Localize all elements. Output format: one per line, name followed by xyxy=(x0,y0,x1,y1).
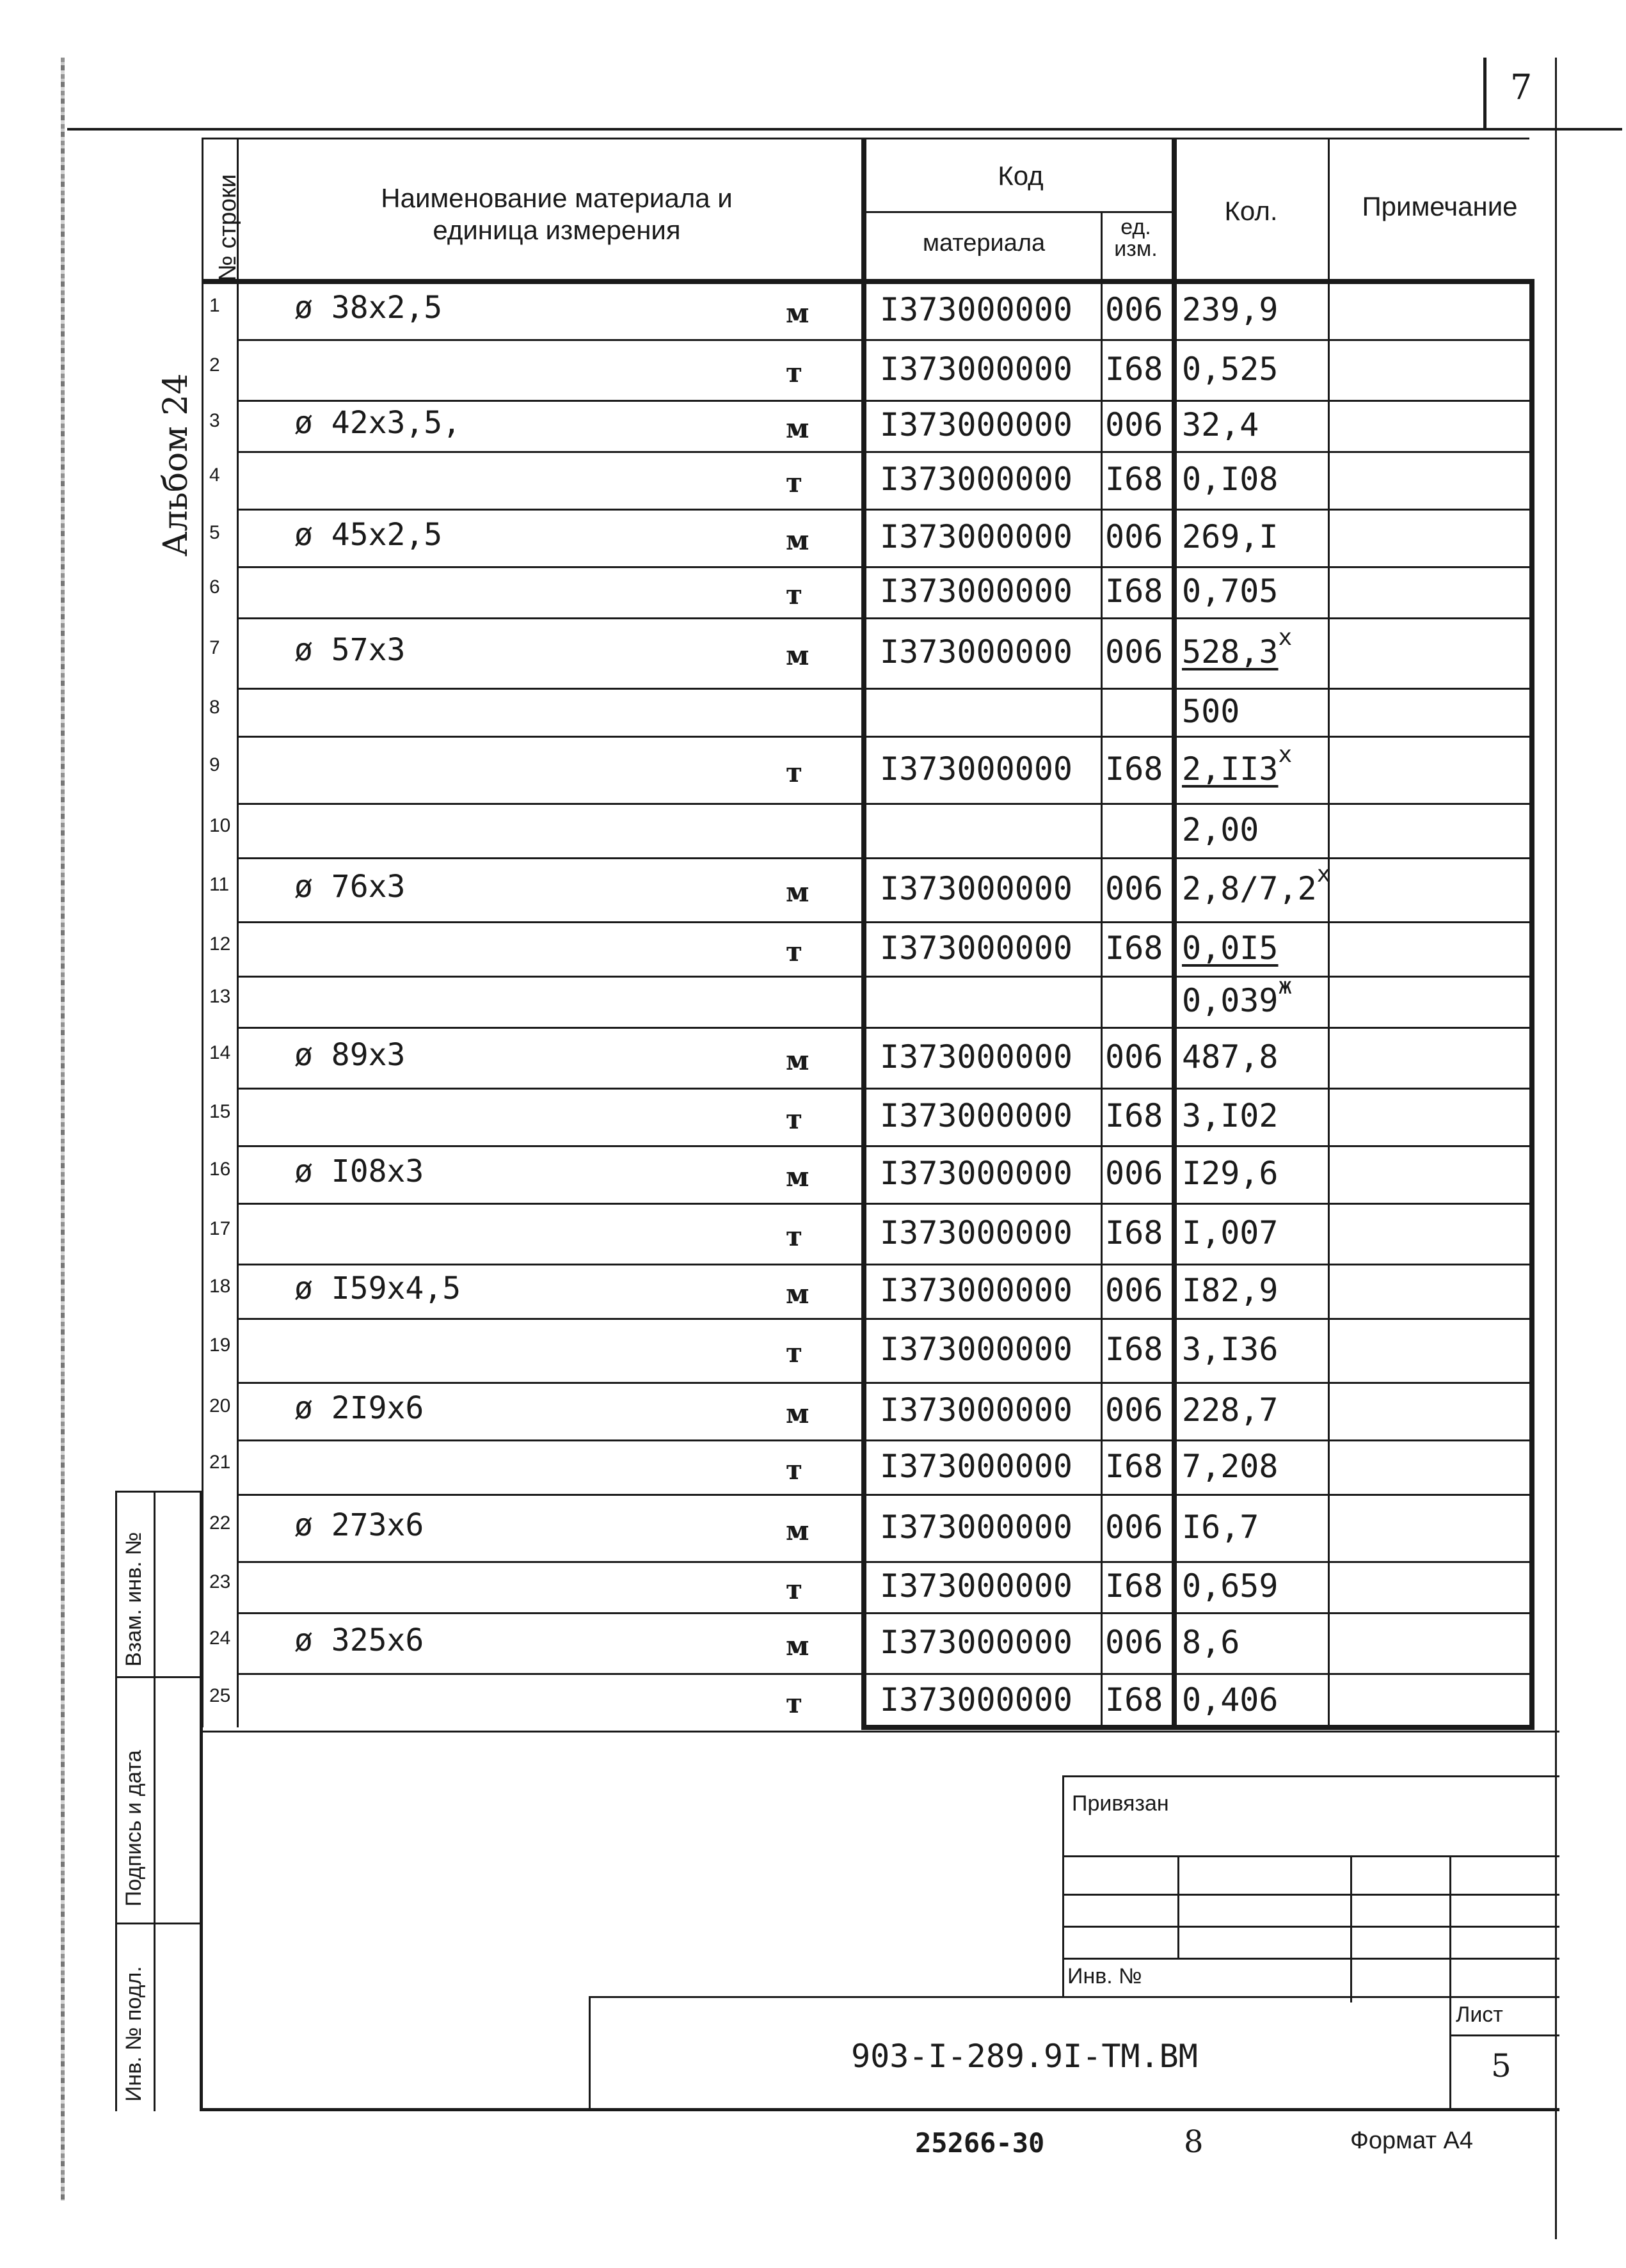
material-name: ø 325x6 xyxy=(294,1622,424,1658)
row-number: 8 xyxy=(209,696,220,718)
row-number: 4 xyxy=(209,464,220,486)
unit-code: I68 xyxy=(1105,1097,1163,1134)
material-code: I373000000 xyxy=(880,406,1073,443)
row-number: 1 xyxy=(209,295,220,316)
row-number: 18 xyxy=(209,1275,231,1297)
unit-label: т xyxy=(786,1220,803,1252)
unit-code: I68 xyxy=(1105,1331,1163,1368)
material-name: ø 89x3 xyxy=(294,1036,406,1073)
copy-number: 8 xyxy=(1184,2124,1204,2160)
quantity-cell xyxy=(1182,1272,1279,1309)
title-line xyxy=(1449,2034,1559,2036)
material-name: ø 45x2,5 xyxy=(294,517,443,553)
title-line xyxy=(1062,1926,1559,1928)
unit-label: т xyxy=(786,1687,803,1719)
unit-label: т xyxy=(786,756,803,788)
unit-label: м xyxy=(786,1514,809,1546)
unit-label: м xyxy=(786,1161,809,1193)
quantity-value: 0,039 xyxy=(1182,982,1279,1019)
scan-edge xyxy=(61,58,65,2201)
frame-top-line xyxy=(67,128,1622,131)
quantity-cell xyxy=(1182,1038,1279,1075)
unit-code: 006 xyxy=(1105,870,1163,907)
row-line xyxy=(237,1027,1529,1029)
unit-code: 006 xyxy=(1105,1392,1163,1429)
quantity-value: 239,9 xyxy=(1182,291,1279,328)
row-number: 5 xyxy=(209,522,220,543)
unit-label: т xyxy=(786,1104,803,1135)
row-line xyxy=(237,617,1529,619)
quantity-cell xyxy=(1182,1331,1279,1368)
col-line-code xyxy=(861,138,866,1727)
row-line xyxy=(237,736,1529,738)
col-line-right xyxy=(1529,279,1534,1727)
unit-code: 006 xyxy=(1105,1155,1163,1192)
album-label: Альбом 24 xyxy=(157,373,195,557)
unit-label: м xyxy=(786,413,809,444)
material-code: I373000000 xyxy=(880,870,1073,907)
quantity-value: 0,406 xyxy=(1182,1681,1279,1718)
unit-label: м xyxy=(786,1044,809,1076)
row-line xyxy=(237,1561,1529,1563)
quantity-value: I6,7 xyxy=(1182,1508,1259,1546)
quantity-value: 228,7 xyxy=(1182,1392,1279,1429)
unit-code: I68 xyxy=(1105,1681,1163,1718)
title-line xyxy=(1062,1894,1559,1896)
unit-code: 006 xyxy=(1105,633,1163,670)
material-code: I373000000 xyxy=(880,291,1073,328)
row-number: 12 xyxy=(209,933,231,955)
unit-label: м xyxy=(786,640,809,671)
header-code-material: материала xyxy=(922,230,1046,257)
unit-code: 006 xyxy=(1105,406,1163,443)
quantity-mark: x xyxy=(1316,861,1331,887)
row-line xyxy=(237,1145,1529,1147)
material-code: I373000000 xyxy=(880,461,1073,498)
unit-label: м xyxy=(786,876,809,908)
quantity-value: 0,705 xyxy=(1182,573,1279,610)
row-line xyxy=(237,451,1529,453)
quantity-value: 269,I xyxy=(1182,518,1279,555)
row-number: 24 xyxy=(209,1627,231,1649)
header-code-unit: ед. изм. xyxy=(1114,215,1158,261)
row-line xyxy=(237,1382,1529,1384)
material-code: I373000000 xyxy=(880,1038,1073,1075)
unit-label: т xyxy=(786,935,803,967)
row-number: 19 xyxy=(209,1335,231,1356)
row-line xyxy=(237,688,1529,690)
row-line xyxy=(237,1494,1529,1496)
material-code: I373000000 xyxy=(880,1097,1073,1134)
row-number: 13 xyxy=(209,986,231,1007)
unit-label: м xyxy=(786,1398,809,1429)
quantity-value: 0,I08 xyxy=(1182,461,1279,498)
row-number: 23 xyxy=(209,1571,231,1592)
archive-number: 25266-30 xyxy=(915,2127,1045,2159)
stamp-line xyxy=(200,1491,203,2111)
row-line xyxy=(237,857,1529,859)
frame-right-line xyxy=(1555,58,1557,2239)
row-number: 17 xyxy=(209,1217,231,1239)
quantity-cell xyxy=(1182,1097,1279,1134)
row-line xyxy=(237,1439,1529,1441)
unit-label: т xyxy=(786,579,803,610)
quantity-cell xyxy=(1182,1392,1279,1429)
material-code: I373000000 xyxy=(880,350,1073,388)
quantity-cell xyxy=(1182,741,1293,788)
title-line xyxy=(1062,1855,1559,1857)
unit-code: 006 xyxy=(1105,518,1163,555)
title-line xyxy=(1062,1775,1064,1996)
material-name: ø I59x4,5 xyxy=(294,1270,461,1306)
quantity-value: 3,I02 xyxy=(1182,1097,1279,1134)
title-line xyxy=(1449,1855,1451,2111)
privyazan-label: Привязан xyxy=(1072,1791,1169,1816)
row-number: 22 xyxy=(209,1512,231,1534)
material-name: ø 42x3,5, xyxy=(294,405,461,441)
table-bottom xyxy=(861,1725,1534,1730)
sheet-label: Лист xyxy=(1456,2002,1503,2027)
unit-code: I68 xyxy=(1105,1214,1163,1251)
unit-code: I68 xyxy=(1105,573,1163,610)
quantity-cell xyxy=(1182,693,1239,730)
stamp-line xyxy=(115,1491,117,2111)
row-line xyxy=(237,1088,1529,1090)
row-line xyxy=(237,1203,1529,1205)
header-note: Примечание xyxy=(1362,191,1518,221)
format-label: Формат А4 xyxy=(1350,2127,1474,2154)
row-line xyxy=(237,921,1529,923)
row-number: 3 xyxy=(209,410,220,431)
title-bottom-line xyxy=(200,2108,1559,2111)
quantity-value: 32,4 xyxy=(1182,406,1259,443)
inv-no-label: Инв. № xyxy=(1067,1964,1142,1988)
quantity-mark: ж xyxy=(1278,973,1293,999)
quantity-cell xyxy=(1182,1448,1279,1485)
quantity-value: 2,II3 xyxy=(1182,750,1279,788)
col-line-note xyxy=(1328,138,1330,1727)
row-line xyxy=(237,509,1529,511)
unit-code: I68 xyxy=(1105,461,1163,498)
quantity-cell xyxy=(1182,1509,1259,1546)
title-line xyxy=(589,1996,1559,1998)
unit-code: 006 xyxy=(1105,1623,1163,1661)
row-number: 21 xyxy=(209,1451,231,1473)
row-number: 7 xyxy=(209,637,220,658)
material-code: I373000000 xyxy=(880,1155,1073,1192)
quantity-value: I82,9 xyxy=(1182,1271,1279,1309)
material-code: I373000000 xyxy=(880,929,1073,967)
col-line-qty xyxy=(1172,138,1177,1727)
stamp-line xyxy=(115,1923,202,1924)
unit-label: м xyxy=(786,1278,809,1310)
col-line-num xyxy=(237,138,239,1727)
page-number-divider xyxy=(1483,58,1487,129)
quantity-cell xyxy=(1182,1681,1279,1718)
unit-label: м xyxy=(786,525,809,556)
quantity-cell xyxy=(1182,461,1279,498)
quantity-value: 3,I36 xyxy=(1182,1331,1279,1368)
table-header-bottom xyxy=(202,279,1534,284)
unit-code: I68 xyxy=(1105,1447,1163,1485)
header-row-number: № строки xyxy=(214,174,241,282)
sheet-number: 5 xyxy=(1491,2047,1511,2084)
material-code: I373000000 xyxy=(880,1271,1073,1309)
material-code: I373000000 xyxy=(880,1214,1073,1251)
quantity-mark: x xyxy=(1278,624,1293,651)
header-code-group: Код xyxy=(998,161,1044,191)
quantity-value: I,007 xyxy=(1182,1214,1279,1251)
quantity-cell xyxy=(1182,573,1279,610)
title-line xyxy=(1062,1775,1559,1777)
row-line xyxy=(237,976,1529,978)
material-code: I373000000 xyxy=(880,633,1073,670)
col-line-left xyxy=(202,138,203,1727)
unit-label: м xyxy=(786,1630,809,1661)
unit-code: 006 xyxy=(1105,1508,1163,1546)
row-line xyxy=(237,1612,1529,1614)
material-name: ø 38x2,5 xyxy=(294,290,443,326)
unit-code: I68 xyxy=(1105,750,1163,788)
quantity-value: 8,6 xyxy=(1182,1623,1240,1661)
quantity-cell xyxy=(1182,811,1259,848)
quantity-cell xyxy=(1182,1155,1279,1192)
quantity-value: 500 xyxy=(1182,692,1240,730)
row-number: 9 xyxy=(209,754,220,775)
stamp-podpis: Подпись и дата xyxy=(122,1750,146,1907)
material-name: ø 76x3 xyxy=(294,869,406,905)
quantity-cell xyxy=(1182,930,1279,967)
material-code: I373000000 xyxy=(880,1623,1073,1661)
row-line xyxy=(237,803,1529,805)
stamp-line xyxy=(115,1676,202,1678)
quantity-value: 7,208 xyxy=(1182,1447,1279,1485)
title-line xyxy=(589,1996,591,2111)
unit-label: т xyxy=(786,356,803,388)
row-line xyxy=(237,1673,1529,1675)
quantity-cell xyxy=(1182,624,1293,670)
material-code: I373000000 xyxy=(880,518,1073,555)
code-split-line xyxy=(864,211,1174,213)
row-number: 11 xyxy=(209,874,230,895)
page-number: 7 xyxy=(1510,67,1533,107)
row-number: 16 xyxy=(209,1159,231,1180)
quantity-value: 2,8/7,2 xyxy=(1182,870,1317,907)
quantity-value: I29,6 xyxy=(1182,1155,1279,1192)
row-number: 25 xyxy=(209,1685,231,1706)
quantity-mark: x xyxy=(1278,741,1293,768)
title-line xyxy=(1350,1855,1352,2002)
material-name: ø I08x3 xyxy=(294,1154,424,1189)
unit-code: I68 xyxy=(1105,929,1163,967)
quantity-value: 0,525 xyxy=(1182,350,1279,388)
row-line xyxy=(237,339,1529,341)
material-code: I373000000 xyxy=(880,1447,1073,1485)
quantity-value: 487,8 xyxy=(1182,1038,1279,1075)
unit-label: т xyxy=(786,1337,803,1368)
header-material-name: Наименование материала и единица измерения xyxy=(381,183,733,246)
row-line xyxy=(237,400,1529,402)
stamp-line xyxy=(154,1491,155,2111)
row-number: 14 xyxy=(209,1042,231,1063)
material-code: I373000000 xyxy=(880,1331,1073,1368)
quantity-cell xyxy=(1182,973,1293,1019)
title-line xyxy=(1062,1958,1559,1960)
material-code: I373000000 xyxy=(880,573,1073,610)
stamp-inv-podl: Инв. № подл. xyxy=(122,1966,146,2102)
title-line xyxy=(1177,1855,1179,1958)
header-qty: Кол. xyxy=(1224,196,1278,226)
material-name: ø 273x6 xyxy=(294,1507,424,1543)
title-line xyxy=(200,1731,1559,1733)
quantity-value: 0,0I5 xyxy=(1182,929,1279,967)
col-line-ed xyxy=(1101,211,1103,1727)
unit-code: I68 xyxy=(1105,1567,1163,1605)
row-number: 10 xyxy=(209,814,231,836)
unit-code: 006 xyxy=(1105,291,1163,328)
unit-label: м xyxy=(786,297,809,329)
quantity-cell xyxy=(1182,351,1279,388)
material-code: I373000000 xyxy=(880,1681,1073,1718)
row-number: 2 xyxy=(209,354,220,376)
row-line xyxy=(237,566,1529,568)
row-number: 6 xyxy=(209,576,220,598)
unit-code: 006 xyxy=(1105,1271,1163,1309)
quantity-value: 528,3 xyxy=(1182,633,1279,670)
unit-code: I68 xyxy=(1105,350,1163,388)
material-name: ø 57x3 xyxy=(294,632,406,668)
row-number: 20 xyxy=(209,1395,231,1416)
quantity-value: 0,659 xyxy=(1182,1567,1279,1605)
quantity-value: 2,00 xyxy=(1182,811,1259,848)
unit-label: т xyxy=(786,1454,803,1486)
row-line xyxy=(237,1264,1529,1265)
material-code: I373000000 xyxy=(880,750,1073,788)
material-code: I373000000 xyxy=(880,1567,1073,1605)
stamp-vzam: Взам. инв. № xyxy=(122,1532,146,1667)
unit-label: т xyxy=(786,1574,803,1605)
unit-code: 006 xyxy=(1105,1038,1163,1075)
material-name: ø 2I9x6 xyxy=(294,1390,424,1426)
document-code: 903-I-289.9I-TM.BM xyxy=(851,2038,1198,2075)
quantity-cell xyxy=(1182,518,1279,555)
stamp-line xyxy=(115,1491,202,1493)
quantity-cell xyxy=(1182,1567,1279,1605)
row-line xyxy=(237,1318,1529,1320)
material-code: I373000000 xyxy=(880,1508,1073,1546)
quantity-cell xyxy=(1182,861,1331,907)
quantity-cell xyxy=(1182,406,1259,443)
material-code: I373000000 xyxy=(880,1392,1073,1429)
quantity-cell xyxy=(1182,1214,1279,1251)
unit-label: т xyxy=(786,467,803,498)
quantity-cell xyxy=(1182,291,1279,328)
row-number: 15 xyxy=(209,1101,231,1122)
quantity-cell xyxy=(1182,1624,1239,1661)
